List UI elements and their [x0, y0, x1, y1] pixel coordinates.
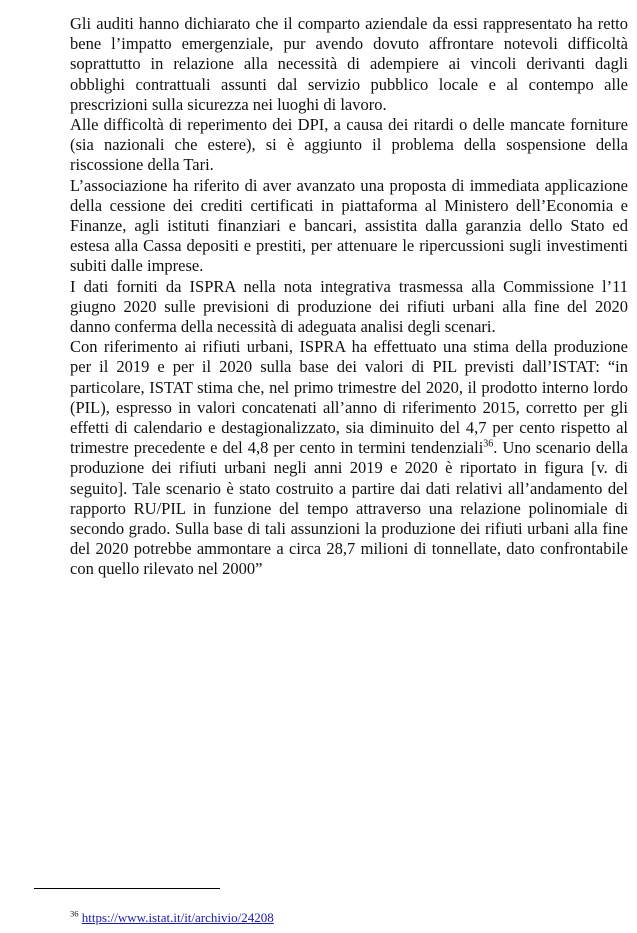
document-body [70, 14, 628, 580]
body-paragraph: Alle difficoltà di reperimento dei DPI, a causa dei ritardi o delle mancate forniture (sia nazionali che estere), si è aggiunto il problema della sospensione della riscossione della Tari. [70, 115, 628, 175]
body-paragraph: Gli auditi hanno dichiarato che il comparto aziendale da essi rappresentato ha retto bene l’impatto emergenziale, pur avendo dovuto affrontare notevoli difficoltà soprattutto in relazione alla necessità di adempiere ai vincoli derivanti dagli obblighi contrattuali assunti dal servizio pubblico locale e al contempo alle prescrizioni sulla sicurezza nei luoghi di lavoro. [70, 14, 628, 114]
footnote-reference: 36 [483, 438, 494, 450]
footnote-separator [34, 888, 220, 889]
footnote-link[interactable]: https://www.istat.it/it/archivio/24208 [81, 910, 274, 925]
footnote [70, 910, 274, 926]
body-paragraph: L’associazione ha riferito di aver avanzato una proposta di immediata applicazione della cessione dei crediti certificati in piattaforma al Ministero dell’Economia e Finanze, agli istituti finanziari e bancari, assistita dalla garanzia dello Stato ed estesa alla Cassa depositi e prestiti, per attenuare le ripercussioni sugli investimenti subiti dalle imprese. [70, 175, 628, 276]
body-paragraph-with-note [70, 337, 628, 579]
paragraph-text-before-note: Con riferimento ai rifiuti urbani, ISPRA ha effettuato una stima della produzione per il 2019 e per il 2020 sulla base dei valori di PIL previsti dall’ISTAT: “in particolare, ISTAT stima che, nel primo trimestre del 2020, il prodotto interno lordo (PIL), espresso in valori concatenati all’anno di riferimento 2015, corretto per gli effetti di calendario e destagionalizzato, sia diminuito del 4,7 per cento rispetto al trimestre precedente e del 4,8 per cento in termini tendenziali [70, 337, 628, 458]
footnote-number: 36 [70, 908, 79, 919]
body-paragraph: I dati forniti da ISPRA nella nota integrativa trasmessa alla Commissione l’11 giugno 2020 sulle previsioni di produzione dei rifiuti urbani alla fine del 2020 danno conferma della necessità di adeguata analisi degli scenari. [70, 276, 628, 337]
paragraph-text-after-note: . Uno scenario della produzione dei rifiuti urbani negli anni 2019 e 2020 è riportato in figura [v. di seguito]. Tale scenario è stato costruito a partire dai dati relativi all’andamento del rapporto RU/PIL in funzione del tempo attraverso una relazione polinomiale di secondo grado. Sulla base di tali assunzioni la produzione dei rifiuti urbani alla fine del 2020 potrebbe ammontare a circa 28,7 milioni di tonnellate, dato confrontabile con quello rilevato nel 2000” [70, 438, 628, 579]
